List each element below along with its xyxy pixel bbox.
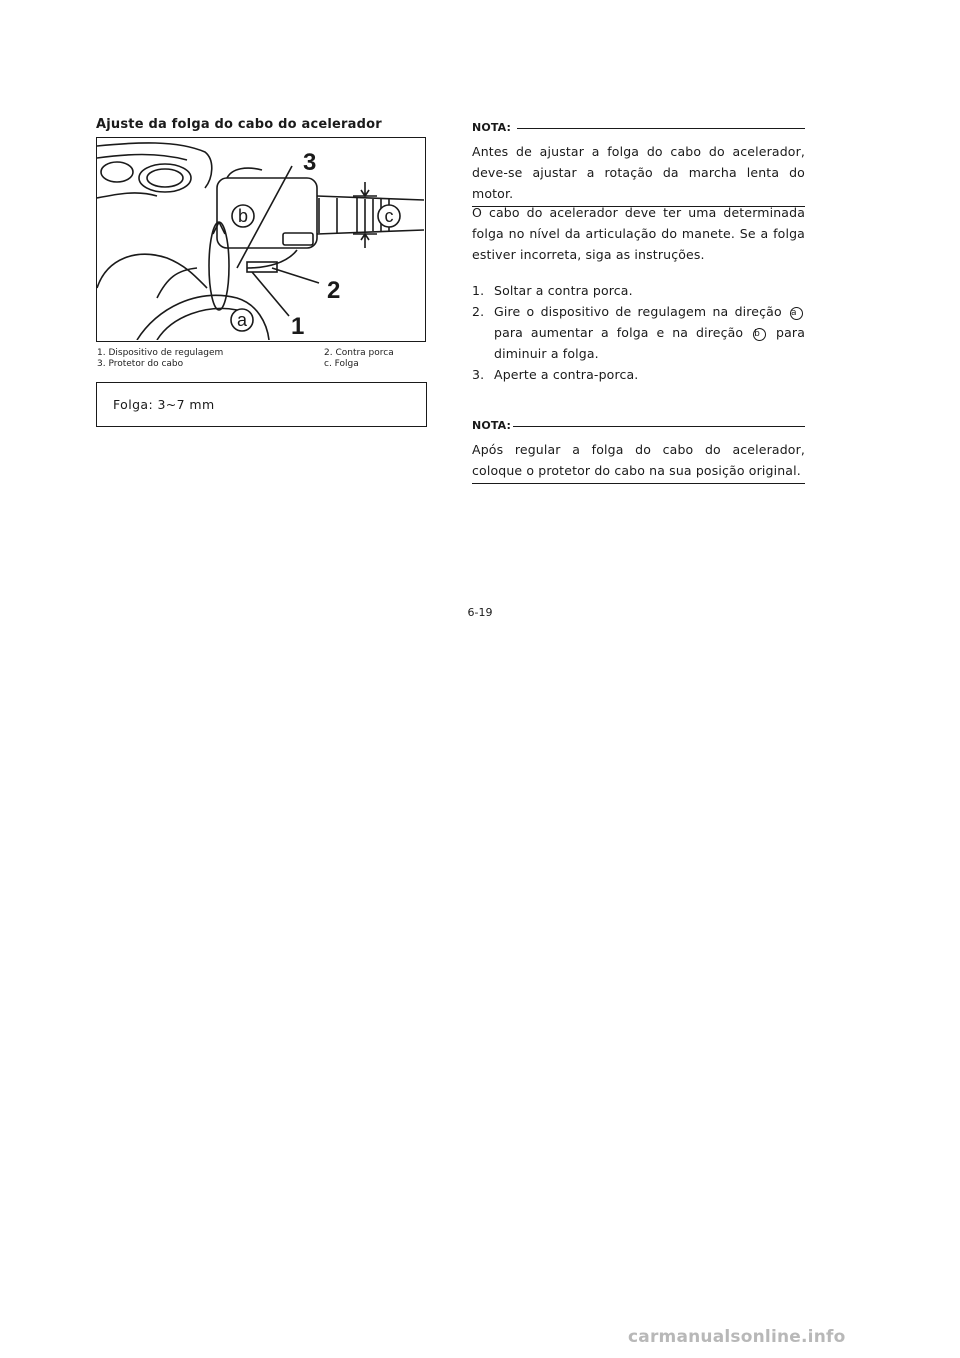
nota-label: NOTA: (472, 419, 512, 432)
section-title: Ajuste da folga do cabo do acelerador (96, 117, 382, 132)
nota-heading (472, 415, 805, 436)
label-3: 3 (303, 149, 317, 176)
direction-b-symbol: b (753, 328, 766, 341)
nota-text: Após regular a folga do cabo do acelerador, coloque o protetor do cabo na sua posição original. (472, 442, 805, 478)
nota-text: Antes de ajustar a folga do cabo do acelerador, deve-se ajustar a rotação da marcha lenta do motor. (472, 144, 805, 201)
throttle-illustration (97, 138, 424, 340)
nota-rule (513, 426, 805, 427)
spec-value: Folga: 3~7 mm (113, 397, 215, 412)
intro-paragraph: O cabo do acelerador deve ter uma determinada folga no nível da articulação do manete. Se a folga estiver incorreta, siga as instruções. (472, 205, 805, 262)
nota-block-2 (472, 415, 805, 484)
caption-cable-cover: 3. Protetor do cabo (97, 359, 184, 369)
nota-heading (472, 117, 805, 138)
label-1: 1 (291, 313, 305, 340)
label-c: c (384, 206, 394, 226)
caption-locknut: 2. Contra porca (324, 348, 394, 358)
list-item: 1. Soltar a contra porca. (472, 283, 633, 298)
spec-box (96, 382, 427, 427)
list-item: 3. Aperte a contra-porca. (472, 367, 639, 382)
list-item: 2. Gire o dispositivo de regulagem na direção a para aumentar a folga e na direção b para diminuir a folga. (472, 304, 806, 361)
throttle-cable-figure (96, 137, 426, 342)
nota-label: NOTA: (472, 121, 512, 134)
caption-freeplay: c. Folga (324, 359, 359, 369)
steps-list (472, 280, 805, 385)
nota-block-1 (472, 117, 805, 207)
label-a: a (236, 310, 248, 330)
page-number: 6-19 (467, 606, 493, 619)
watermark: carmanualsonline.info (628, 1327, 846, 1347)
label-2: 2 (327, 277, 341, 304)
label-b: b (237, 206, 249, 226)
direction-a-symbol: a (790, 307, 803, 320)
caption-adjuster: 1. Dispositivo de regulagem (97, 348, 224, 358)
nota-end-rule (472, 483, 805, 484)
nota-rule (517, 128, 805, 129)
